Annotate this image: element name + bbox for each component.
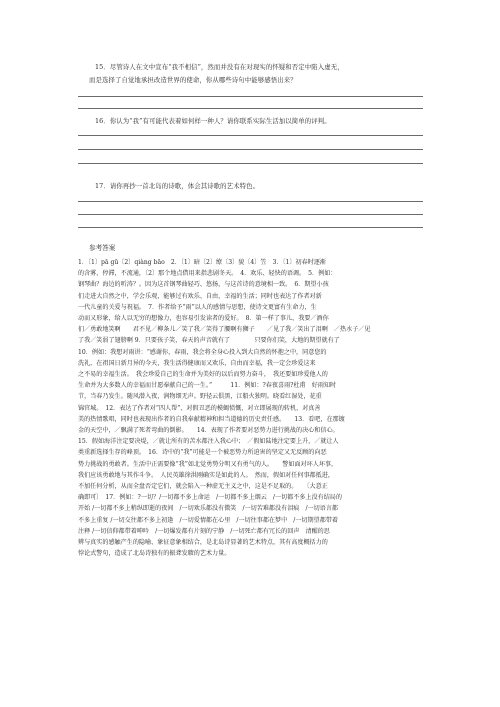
question-16: [89, 115, 434, 128]
answer-line: [78, 96, 423, 97]
answer-line-text: 之不易的幸福生活。 我会珍爱自己的生命并为美好的以后而努力奋斗， 我还要如珍爱他人的: [78, 371, 328, 379]
answer-line-text: 美的热情歌唱，同时也表现出作者的自我奉献精神和担当道德的历史责任感。 13．看吧，在那镀: [78, 415, 345, 423]
answer-line-text: 开始 /一切都不多上稍纵即逝的夜间 /一切欢乐都没有微笑 /一切苦难都没有泪痕 /一切语言都: [78, 505, 338, 513]
answer-line-text: 辨与真实的感触产生的隐喻、象征意象相结合，是北岛诗显著的艺术特点，其有高度概括力的: [78, 539, 328, 547]
answer-line: [78, 149, 423, 150]
answer-line-text: 不多上重复 /一切交往都不多上初逢 /一切爱情都在心里 /一切往事都在梦中 /一切期望都带着: [78, 516, 338, 524]
question-16-line-1: 16．你认为“我”有可能代表着如何样一种人？请你联系实际生活加以简单的评判。: [95, 117, 331, 125]
answer-line: [78, 201, 423, 202]
answer-line: [78, 214, 423, 215]
answer-line-text: 生命并为大多数人的幸福而甘愿奉献自己的一生。” 11．例如：?春夜喜雨?杜甫 好雨知时: [78, 382, 337, 390]
answer-line: [78, 135, 423, 136]
answer-line-text: 注释 /一切信仰都带着呻吟 /一切爆发都有片刻的宁静 /一切死亡都有冗长的回声 清醒的思: [78, 527, 330, 535]
answer-line-text: 钢琴曲？海边的听涛？。因为这首钢琴曲轻巧、悠扬，与这首诗的意境相一致。 6．期望小孩: [78, 281, 329, 289]
question-17-line-1: 17．请你再抄一首北岛的诗歌，体会其诗歌的艺术特色。: [95, 182, 260, 190]
answer-line: [78, 227, 423, 228]
answer-line-text: 不加任何分析，从而全盘否定它们，就会陷入一种虚无主义之中，这是不足取的。 〔大意正: [78, 483, 328, 491]
question-17: [89, 180, 434, 193]
answer-key-body: [78, 257, 428, 559]
answer-line-text: 们／勇敢地笑啊 君不见／柳条儿／笑了我／笑得了腰啊有狮子 ／见了我／笑出了泪啊 ／热水子／见: [78, 326, 371, 334]
answer-line-text: 类重新选择生存的峰顶。 16．诗中的“我”可能是一个被恶势力所迫害的坚定又无反顾的向恶: [78, 449, 327, 457]
answer-line-text: 15．假如海洋注定要决堤，／就让所有的苦水都注入我心中； ／假如陆地注定要上升，／就让人: [78, 438, 339, 446]
answer-line-text: 了我／笑弱了翅膀啊 9．只要孩子笑，春天的声音就有了 只要你们笑，大地的期望就有了: [78, 337, 340, 345]
answer-line-text: 一代儿童的关爱与祝福。 7．作者给予“雨”以人的感情与思想，使诗文更富有生命力，生: [78, 303, 317, 311]
answer-line-text: 锦官城。 12．表达了作者对“四人帮”、对假丑恶的模蝎愤慨，对立即展现的转机，对真善: [78, 404, 321, 412]
answer-line-text: 们走进大自然之中，学会乐观，能够过有欢乐、自由，幸福的生活；同时也表达了作者对新: [78, 292, 322, 300]
answer-line-text: 势力挑战的勇敢者。生活中正需要像“我”如北觉勇势分明又有勇气的人。 警如面对坏人坏事，: [78, 460, 338, 468]
answer-line-text: 悖论式警句，造成了北岛诗独有的振聋发聩的艺术力量。: [78, 550, 231, 558]
answer-line-text: 的含雾，停滞，不流通，〔2〕那个地点借用来指悲剧冬天。 4．欢乐、轻快的语调。 5．例如：: [78, 270, 337, 278]
answer-line: [78, 163, 423, 164]
answer-line: [78, 108, 423, 109]
question-15-line-2: 而是选择了自觉地承担改造世界的使命，你从哪些诗句中能够感悟出来？: [89, 76, 297, 84]
answer-line-text: 我们应该勇敢地与其作斗争。 人民英雄徐洪刚确实是如此的人。 然而，假如对任何事都抵进，: [78, 471, 334, 479]
question-15: [89, 61, 434, 87]
answer-line-text: 节，当春乃发生。随风潜入夜，润物细无声。野径云俱黑，江船火独明。晓看红湿处，花重: [78, 393, 322, 401]
answer-line-text: 金的天空中，／飘满了死者弯曲的倒影。 14．表现了作者要对恶势力进行挑战的决心和信心。: [78, 427, 339, 435]
answer-line-text: 动而又形象，给人以无穷的想像力，也容易引发读者的爱好。 8．第一样了事儿，我要／酒你: [78, 315, 329, 323]
question-15-line-1: 15．尽管诗人在文中宣布“我不相信”，然而并没有在对现实的怀疑和否定中陷入虚无，: [95, 63, 344, 71]
answer-line-text: 确即可〕 17．例如：?一切？/一切都不多上命运 /一切都不多上烟云 /一切都不多上没有结局的: [78, 494, 342, 502]
answer-line-text: 1．〔1〕pā gū〔2〕qiàng bāo 2．〔1〕暗〔2〕缭〔3〕貌〔4〕笠 3．〔1〕初春时逐渐: [78, 259, 326, 266]
answer-key-title: 参考答案: [89, 244, 116, 252]
answer-line-text: 10．例如：我想对雨讲：“感谢你，春雨，我会将全身心投入到大自然的怀抱之中，同意您的: [78, 348, 327, 356]
answer-line-text: 洗礼，在祖国日新月异的今天，我生活得健康而又欢乐，自由而幸福，我一定会珍爱这来: [78, 359, 316, 367]
